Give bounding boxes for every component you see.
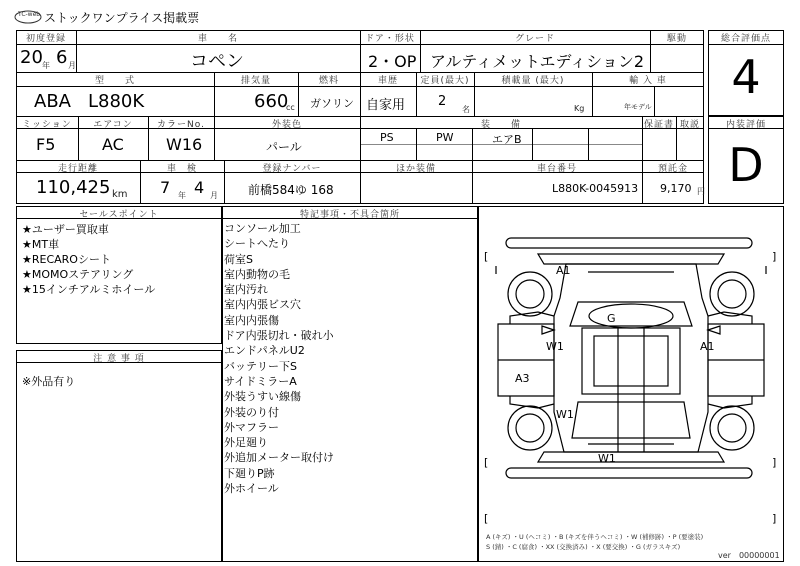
remark-item: 外装うすい線傷 [224,390,301,404]
door-shape-value: 2・OP [368,52,417,71]
inspection-month-unit: 月 [210,191,218,200]
fuel-label: 燃料 [318,76,339,86]
capacity-unit: 名 [462,105,470,114]
interior-score-label: 内装評価 [725,120,766,130]
grade-value: アルティメットエディション2 [430,52,645,71]
bracket-close: ] [772,250,777,263]
remark-item: サイドミラーA [224,374,297,388]
remarks-label: 特記事項・不具合箇所 [299,210,400,220]
displacement-label: 排気量 [240,76,271,86]
bracket-open: [ [484,250,489,263]
grade-label: グレード [514,34,555,44]
remark-item: コンソール加工 [224,222,301,235]
damage-mark-g: G [607,312,616,325]
inspection-label: 車 検 [166,164,197,174]
chassis-no-label: 車台番号 [536,164,577,174]
remark-item: 外装のり付 [224,405,279,419]
car-name-value: コペン [190,51,244,72]
car-name-label: 車 名 [197,34,238,44]
remarks-list [224,221,334,496]
price-value: 9,170 [660,182,692,195]
remark-item: バッテリー下S [224,359,297,373]
notes-label: 注 意 事 項 [93,354,145,364]
legend-line-2: S (錆) ・C (腐食) ・XX (交換済み) ・X (要交換) ・G (ガラスキズ) [486,543,681,551]
sales-point-item: ★ユーザー買取車 [22,223,109,236]
aircon-value: AC [102,135,124,154]
displacement-value: 660 [254,91,289,112]
displacement-unit: cc [286,103,295,112]
capacity-value: 2 [438,94,447,109]
first-reg-year: 20 [20,47,43,68]
remark-item: 室内動物の毛 [224,267,290,281]
remark-item: 下廻りP跡 [224,466,275,480]
capacity-label: 定員(最大) [420,76,470,86]
first-reg-label: 初度登録 [25,34,66,44]
mileage-value: 110,425 [36,177,111,198]
aircon-label: エアコン [93,120,133,130]
remark-item: 外マフラー [224,420,279,434]
import-label: 輸 入 車 [629,76,667,86]
usage-value: 自家用 [366,98,406,113]
damage-mark-w1-bottom: W1 [598,452,616,465]
equipment-label: 装 備 [480,120,521,130]
bracket-close: ] [772,456,777,469]
inspection-year-unit: 年 [178,191,186,200]
import-model-year-unit: 年モデル [624,103,652,111]
legend-line-1: A (キズ) ・U (ヘコミ) ・B (キズを伴うヘコミ) ・W (補修跡) ・P (要塗装) [486,533,704,541]
inspection-year-value: 7 [160,178,171,197]
first-reg-month-unit: 月 [68,61,76,70]
exterior-color-value: パール [266,140,302,154]
damage-mark-a3: A3 [515,372,530,385]
version-label: ver 00000001 [718,551,780,560]
logo-text: TC-web [18,11,41,18]
equip-3-value: エアB [492,133,522,146]
interior-score-value: D [728,138,764,192]
page-title: ストックワンプライス掲載票 [44,11,200,25]
plate-label: 登録ナンバー [262,164,322,174]
damage-mark-w1-left: W1 [546,340,564,353]
total-score-label: 総合評価点 [720,34,771,44]
sales-point-item: ★RECAROシート [22,253,111,266]
mission-label: ミッション [22,120,72,130]
note-item: ※外品有り [22,375,76,388]
warranty-label: 保証書 [643,120,674,130]
sales-points-label: セールスポイント [79,210,159,220]
price-label: 預託金 [657,164,688,174]
notes-list [22,374,75,389]
remark-item: 室内汚れ [224,283,268,297]
usage-label: 車歴 [377,76,398,86]
other-equipment-label: ほか装備 [395,164,436,174]
drive-label: 駆動 [666,34,687,44]
plate-value: 前橋584ゆ 168 [248,183,334,197]
load-unit: Kg [574,104,585,113]
damage-mark-a1-top: A1 [556,264,571,277]
remark-item: ドア内張切れ・破れ小 [224,329,334,343]
sales-point-item: ★15インチアルミホイール [22,283,156,296]
load-label: 積載量 (最大) [501,76,565,86]
exterior-color-label: 外装色 [271,120,302,130]
bracket-close: ] [772,512,777,525]
first-reg-year-unit: 年 [42,61,50,70]
remark-item: エンドパネルU2 [224,344,305,358]
model-prefix-value: ABA [34,91,71,112]
first-reg-month: 6 [56,47,68,68]
bracket-open: [ [484,512,489,525]
inspection-month-value: 4 [194,178,205,197]
equip-2-value: PW [436,131,454,144]
equip-1-value: PS [380,131,394,144]
remark-item: 室内内張ビス穴 [224,298,301,312]
remark-item: 外足廻り [224,436,268,450]
door-shape-label: ドア・形状 [365,34,415,44]
damage-mark-a1-right: A1 [700,340,715,353]
model-value: L880K [88,91,145,112]
mission-value: F5 [36,135,56,154]
bracket-open: [ [484,456,489,469]
remark-item: 荷室S [224,252,253,266]
sales-point-item: ★MOMOステアリング [22,268,134,281]
price-unit: 円 [697,187,705,196]
sales-point-item: ★MT車 [22,238,60,251]
color-no-label: カラーNo. [157,120,205,130]
mileage-unit: km [112,189,128,200]
model-label: 型 式 [94,76,135,86]
total-score-value: 4 [731,50,761,104]
remark-item: シートへたり [224,237,290,251]
chassis-no-value: L880K-0045913 [552,182,639,195]
remark-item: 外追加メーター取付け [224,451,334,465]
sales-points-list [22,222,155,297]
logo [14,9,42,23]
color-no-value: W16 [166,135,203,154]
manual-label: 取説 [679,120,700,130]
remark-item: 外ホイール [224,482,279,496]
remark-item: 室内内張傷 [224,313,279,327]
mileage-label: 走行距離 [57,164,98,174]
damage-mark-w1-mid: W1 [556,408,574,421]
fuel-value: ガソリン [310,97,354,110]
